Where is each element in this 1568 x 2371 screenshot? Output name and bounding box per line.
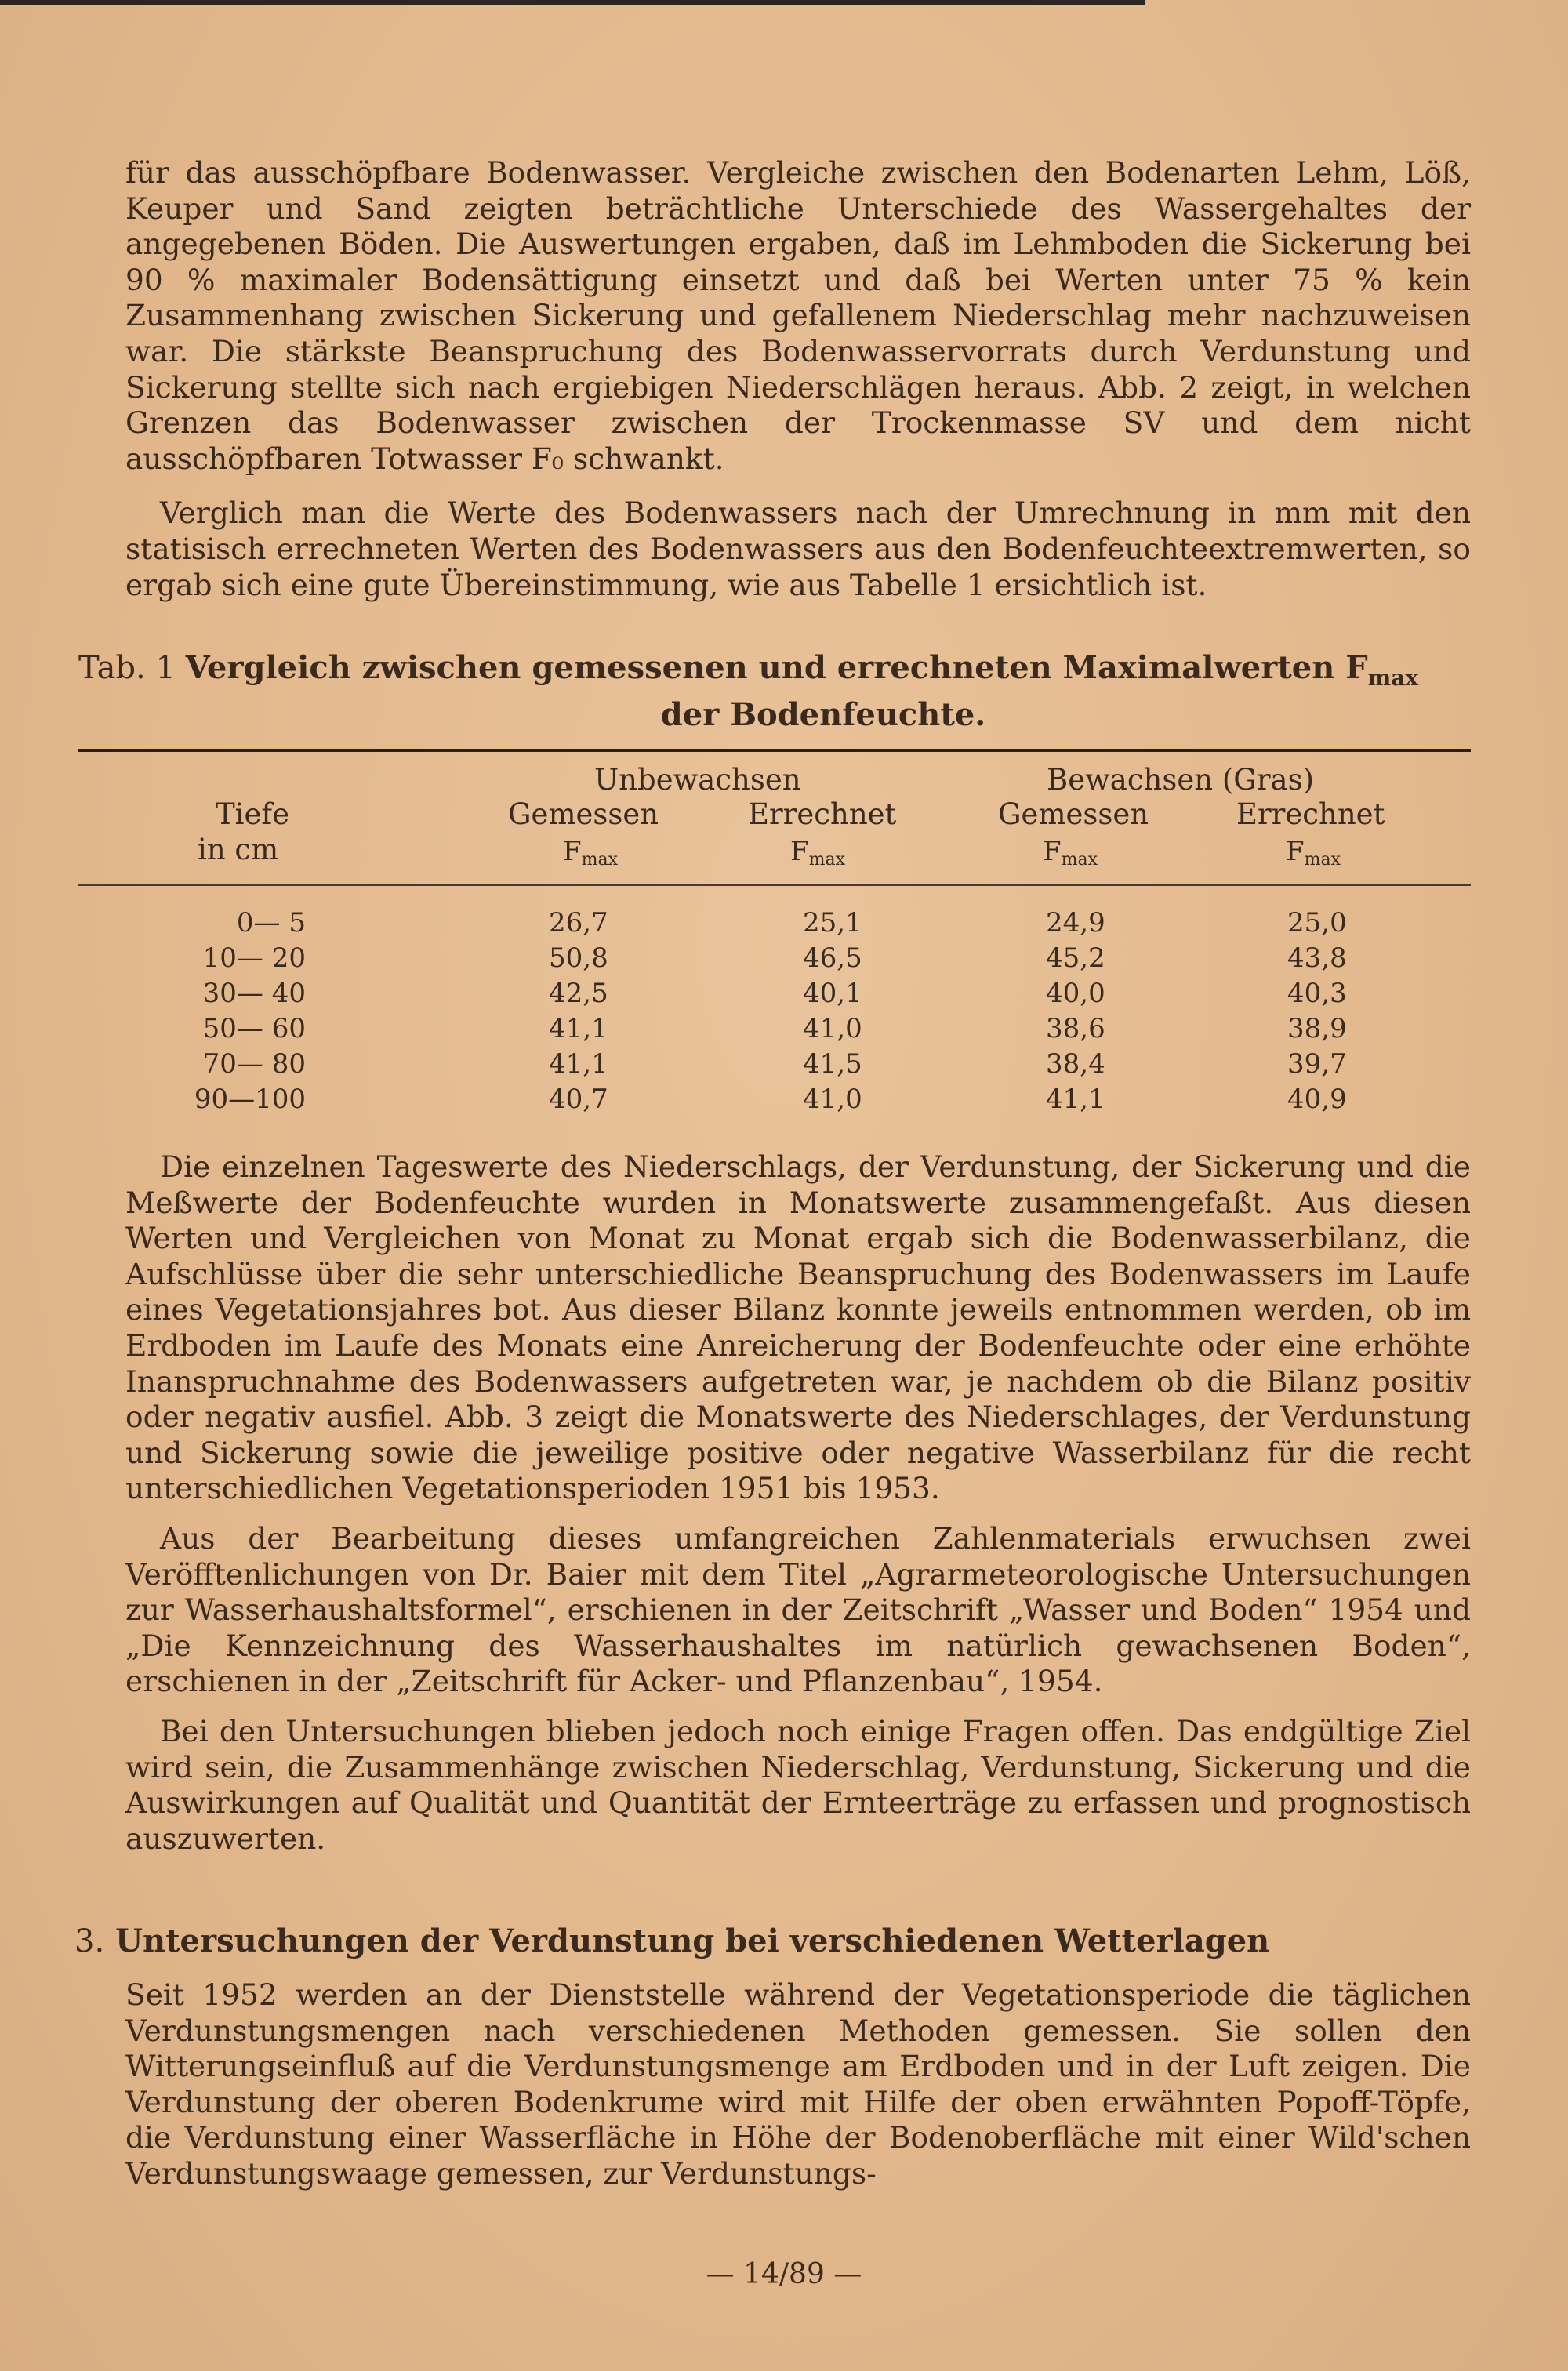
cell-bewachsen-errechnet: 43,8: [1287, 942, 1347, 974]
scan-edge-line: [0, 0, 1145, 5]
cell-unbewachsen-gemessen: 42,5: [549, 978, 608, 1009]
cell-bewachsen-errechnet: 40,9: [1287, 1084, 1347, 1115]
table-title: Vergleich zwischen gemessenen und errechneten Maximalwerten $F_{max}$: [185, 649, 1419, 691]
table-row: [0, 907, 1568, 942]
paragraph: Verglich man die Werte des Bodenwassers nach der Umrechnung in mm mit den statisisch errechneten Werten des Bodenwassers aus den Bodenfeuchteextremwerten, so ergab sich eine gute Übereinstimmung, wie aus Tabelle 1 ersichtlich ist.: [125, 496, 1471, 602]
table-label: Tab. 1: [78, 650, 176, 686]
cell-unbewachsen-errechnet: 46,5: [803, 942, 862, 974]
header-errechnet-1: Errechnet: [748, 797, 897, 831]
cell-bewachsen-errechnet: 39,7: [1287, 1048, 1347, 1080]
cell-unbewachsen-errechnet: 40,1: [803, 978, 862, 1009]
cell-bewachsen-errechnet: 25,0: [1287, 907, 1347, 939]
text-block-top: [125, 155, 1471, 603]
cell-bewachsen-gemessen: 41,1: [1046, 1084, 1105, 1115]
cell-depth: 70— 80: [202, 1048, 306, 1080]
section-number: 3.: [74, 1923, 105, 1959]
cell-bewachsen-gemessen: 24,9: [1046, 907, 1105, 939]
cell-unbewachsen-gemessen: 40,7: [549, 1084, 608, 1115]
paragraph: Seit 1952 werden an der Dienststelle während der Vegetationsperiode die täglichen Verdunstungsmengen nach verschiedenen Methoden gemessen. Sie sollen den Witterungseinfluß auf die Verdunstungsmenge am Erdboden und in der Luft zeigen. Die Verdunstung der oberen Bodenkrume wird mit Hilfe der oben erwähnten Popoff-Töpfe, die Verdunstung einer Wasserfläche in Höhe der Bodenoberfläche mit einer Wild'schen Verdunstungswaage gemessen, zur Verdunstungs-: [125, 1977, 1471, 2191]
table-row: [0, 942, 1568, 978]
table-title-line2: der Bodenfeuchte.: [660, 696, 986, 733]
header-bewachsen: Bewachsen (Gras): [1047, 763, 1315, 797]
cell-unbewachsen-gemessen: 50,8: [549, 942, 608, 974]
cell-depth: 90—100: [194, 1084, 306, 1115]
cell-depth: 10— 20: [202, 942, 306, 974]
text-block-bottom: [125, 1977, 1471, 2192]
header-gemessen-1: Gemessen: [508, 797, 659, 831]
fmax-label: $F_{max}$: [1286, 836, 1341, 870]
cell-bewachsen-errechnet: 38,9: [1287, 1013, 1347, 1044]
fmax-label: $F_{max}$: [790, 836, 845, 870]
cell-bewachsen-errechnet: 40,3: [1287, 978, 1347, 1009]
cell-depth: 0— 5: [236, 907, 306, 939]
cell-unbewachsen-gemessen: 41,1: [549, 1013, 608, 1044]
cell-unbewachsen-errechnet: 41,0: [803, 1084, 862, 1115]
paragraph: Aus der Bearbeitung dieses umfangreichen Zahlenmaterials erwuchsen zwei Veröfftenlichungen von Dr. Baier mit dem Titel „Agrarmeteorologische Untersuchungen zur Wasserhaushaltsformel“, erschienen in der Zeitschrift „Wasser und Boden“ 1954 und „Die Kennzeichnung des Wasserhaushaltes im natürlich gewachsenen Boden“, erschienen in der „Zeitschrift für Acker- und Pflanzenbau“, 1954.: [125, 1520, 1471, 1699]
table-caption: [78, 649, 1474, 733]
header-unbewachsen: Unbewachsen: [594, 763, 801, 797]
table-header-rule: [78, 884, 1471, 886]
fmax-label: $F_{max}$: [563, 836, 618, 870]
cell-bewachsen-gemessen: 38,6: [1046, 1013, 1105, 1044]
paragraph: Bei den Untersuchungen blieben jedoch noch einige Fragen offen. Das endgültige Ziel wird sein, die Zusammenhänge zwischen Niederschlag, Verdunstung, Sickerung und die Auswirkungen auf Qualität und Quantität der Ernteerträge zu erfassen und prognostisch auszuwerten.: [125, 1713, 1471, 1856]
table-row: [0, 978, 1568, 1013]
page-number: — 14/89 —: [706, 2258, 862, 2290]
fmax-label: $F_{max}$: [1043, 836, 1098, 870]
text-block-middle: [125, 1149, 1471, 1857]
header-tiefe: Tiefe: [216, 797, 289, 831]
cell-unbewachsen-gemessen: 26,7: [549, 907, 608, 939]
cell-depth: 50— 60: [202, 1013, 306, 1044]
header-errechnet-2: Errechnet: [1236, 797, 1385, 831]
cell-unbewachsen-gemessen: 41,1: [549, 1048, 608, 1080]
cell-bewachsen-gemessen: 38,4: [1046, 1048, 1105, 1080]
cell-unbewachsen-errechnet: 25,1: [803, 907, 862, 939]
header-gemessen-2: Gemessen: [998, 797, 1149, 831]
table-row: [0, 1013, 1568, 1048]
table-row: [0, 1084, 1568, 1119]
cell-bewachsen-gemessen: 45,2: [1046, 942, 1105, 974]
cell-depth: 30— 40: [202, 978, 306, 1009]
cell-unbewachsen-errechnet: 41,5: [803, 1048, 862, 1080]
section-heading: [74, 1923, 1269, 1959]
paragraph: Die einzelnen Tageswerte des Niederschlags, der Verdunstung, der Sickerung und die Meßwerte der Bodenfeuchte wurden in Monatswerte zusammengefaßt. Aus diesen Werten und Vergleichen von Monat zu Monat ergab sich die Bodenwasserbilanz, die Aufschlüsse über die sehr unterschiedliche Beanspruchung des Bodenwassers im Laufe eines Vegetationsjahres bot. Aus dieser Bilanz konnte jeweils entnommen werden, ob im Erdboden im Laufe des Monats eine Anreicherung der Bodenfeuchte oder eine erhöhte Inanspruchnahme des Bodenwassers aufgetreten war, je nachdem ob die Bilanz positiv oder negativ ausfiel. Abb. 3 zeigt die Monatswerte des Niederschlages, der Verdunstung und Sickerung sowie die jeweilige positive oder negative Wasserbilanz für die recht unterschiedlichen Vegetationsperioden 1951 bis 1953.: [125, 1149, 1471, 1506]
section-title: Untersuchungen der Verdunstung bei verschiedenen Wetterlagen: [115, 1923, 1270, 1959]
cell-bewachsen-gemessen: 40,0: [1046, 978, 1105, 1009]
table-row: [0, 1048, 1568, 1084]
header-in-cm: in cm: [198, 833, 279, 866]
table-top-rule: [78, 749, 1471, 752]
cell-unbewachsen-errechnet: 41,0: [803, 1013, 862, 1044]
paragraph: für das ausschöpfbare Bodenwasser. Vergleiche zwischen den Bodenarten Lehm, Löß, Keuper und Sand zeigten beträchtliche Unterschiede des Wassergehaltes der angegebenen Böden. Die Auswertungen ergaben, daß im Lehmboden die Sickerung bei 90 % maximaler Bodensättigung einsetzt und daß bei Werten unter 75 % kein Zusammenhang zwischen Sickerung und gefallenem Niederschlag mehr nachzuweisen war. Die stärkste Beanspruchung des Bodenwasservorrats durch Verdunstung und Sickerung stellte sich nach ergiebigen Niederschlägen heraus. Abb. 2 zeigt, in welchen Grenzen das Bodenwasser zwischen der Trockenmasse SV und dem nicht ausschöpfbaren Totwasser F₀ schwankt.: [125, 155, 1471, 476]
